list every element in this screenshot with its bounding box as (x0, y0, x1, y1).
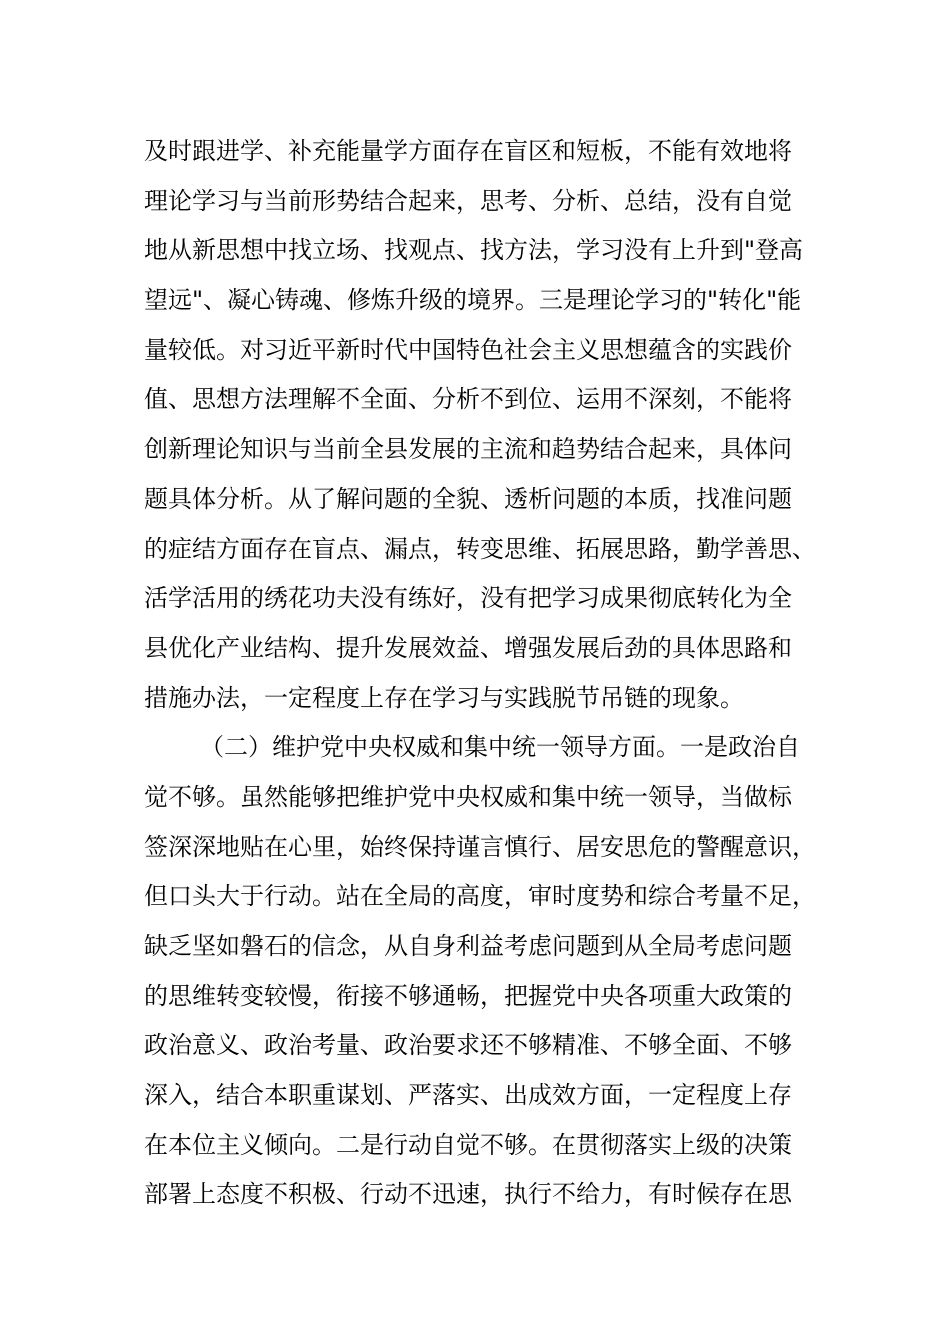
section-heading-line: （二）维护党中央权威和集中统一领导方面。一是政治自 (200, 733, 800, 762)
text-line: 及时跟进学、补充能量学方面存在盲区和短板，不能有效地将 (144, 137, 792, 165)
text-line: 的症结方面存在盲点、漏点，转变思维、拓展思路，勤学善思、 (144, 534, 816, 563)
text-line: 措施办法，一定程度上存在学习与实践脱节吊链的现象。 (144, 683, 744, 712)
text-line: 政治意义、政治考量、政治要求还不够精准、不够全面、不够 (144, 1031, 792, 1060)
text-line: 觉不够。虽然能够把维护党中央权威和集中统一领导，当做标 (144, 782, 792, 811)
text-line: 活学活用的绣花功夫没有练好，没有把学习成果彻底转化为全 (144, 584, 792, 613)
text-line: 深入，结合本职重谋划、严落实、出成效方面，一定程度上存 (144, 1081, 792, 1110)
text-line: 量较低。对习近平新时代中国特色社会主义思想蕴含的实践价 (144, 335, 792, 364)
body-text (144, 127, 844, 1220)
text-line: 在本位主义倾向。二是行动自觉不够。在贯彻落实上级的决策 (144, 1130, 792, 1159)
text-line: 部署上态度不积极、行动不迅速，执行不给力，有时候存在思 (144, 1180, 792, 1209)
text-line: 地从新思想中找立场、找观点、找方法，学习没有上升到"登高 (144, 236, 804, 265)
text-line: 创新理论知识与当前全县发展的主流和趋势结合起来，具体问 (144, 435, 792, 464)
text-line: 题具体分析。从了解问题的全貌、透析问题的本质，找准问题 (144, 484, 792, 513)
text-line: 缺乏坚如磐石的信念，从自身利益考虑问题到从全局考虑问题 (144, 932, 792, 960)
text-line: 县优化产业结构、提升发展效益、增强发展后劲的具体思路和 (144, 633, 792, 662)
text-line: 的思维转变较慢，衔接不够通畅，把握党中央各项重大政策的 (144, 981, 792, 1010)
text-line: 理论学习与当前形势结合起来，思考、分析、总结，没有自觉 (144, 186, 792, 215)
text-line: 但口头大于行动。站在全局的高度，审时度势和综合考量不足， (144, 882, 816, 911)
text-line: 望远"、凝心铸魂、修炼升级的境界。三是理论学习的"转化"能 (144, 286, 802, 315)
text-line: 值、思想方法理解不全面、分析不到位、运用不深刻，不能将 (144, 385, 792, 414)
text-line: 签深深地贴在心里，始终保持谨言慎行、居安思危的警醒意识， (144, 832, 816, 861)
